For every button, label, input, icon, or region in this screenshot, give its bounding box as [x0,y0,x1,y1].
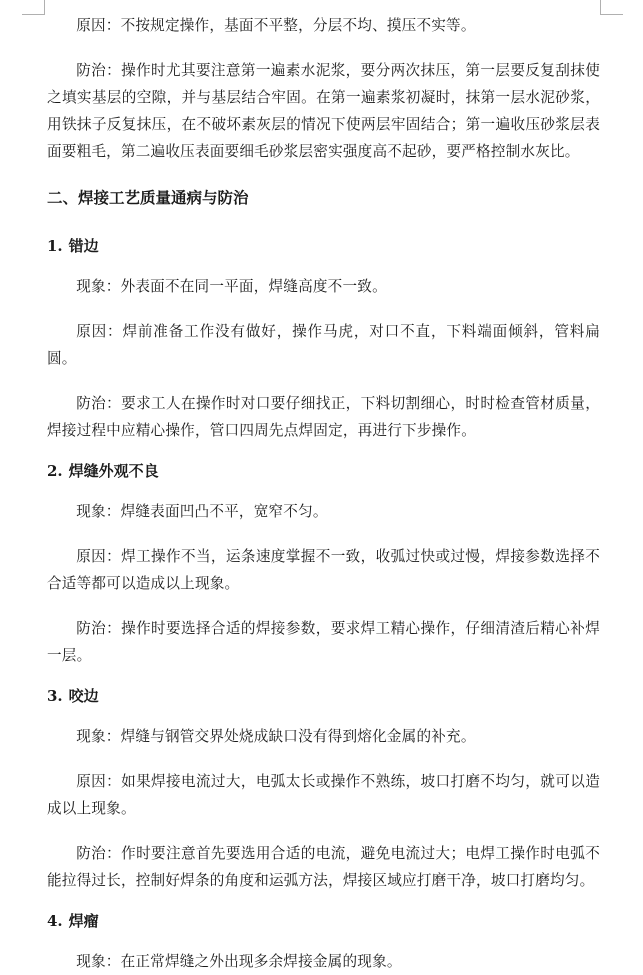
cause-text: 原因：焊前准备工作没有做好，操作马虎，对口不直，下料端面倾斜，管料扁圆。 [47,323,600,367]
subsection-title: 焊瘤 [68,912,99,930]
subsection-number: 4. [47,912,63,930]
subsection-heading-2 [47,456,600,486]
paragraph-prevention: 防治：操作时尤其要注意第一遍素水泥浆，要分两次抹压，第一层要反复刮抹使之填实基层的空隙，并与基层结合牢固。在第一遍素浆初凝时，抹第一层水泥砂浆，用铁抹子反复抹压，在不破坏素灰层的情况下使两层牢固结合；第一遍收压砂浆层表面要粗毛，第二遍收压表面要细毛砂浆层密实强度高不起砂，要严格控制水灰比。 [47,62,600,160]
subsection-number: 1. [47,237,63,255]
subsection-title: 错边 [68,237,99,255]
subsection-title: 咬边 [68,687,99,705]
subsection-heading-1 [47,231,600,261]
prevention-text: 防治：操作时要选择合适的焊接参数，要求焊工精心操作，仔细清渣后精心补焊一层。 [47,620,600,664]
subsection-number: 2. [47,462,63,480]
phenomenon-text: 现象：焊缝表面凹凸不平，宽窄不匀。 [76,503,328,520]
cause-text: 原因：焊工操作不当，运条速度掌握不一致，收弧过快或过慢，焊接参数选择不合适等都可以造成以上现象。 [47,548,600,592]
subsection-heading-3 [47,681,600,711]
phenomenon-text: 现象：外表面不在同一平面，焊缝高度不一致。 [76,278,387,295]
phenomenon-text: 现象：焊缝与钢管交界处烧成缺口没有得到熔化金属的补充。 [76,728,476,745]
prevention-text: 防治：作时要注意首先要选用合适的电流，避免电流过大；电焊工操作时电弧不能拉得过长，控制好焊条的角度和运弧方法，焊接区域应打磨干净，坡口打磨均匀。 [47,845,600,889]
prevention-text: 防治：要求工人在操作时对口要仔细找正，下料切割细心，时时检查管材质量，焊接过程中应精心操作，管口四周先点焊固定，再进行下步操作。 [47,395,600,439]
cause-text: 原因：如果焊接电流过大，电弧太长或操作不熟练，坡口打磨不均匀，就可以造成以上现象。 [47,773,600,817]
paragraph-cause: 原因：不按规定操作，基面不平整，分层不均、摸压不实等。 [76,17,476,34]
document-body [47,12,600,975]
subsection-number: 3. [47,687,63,705]
subsection-heading-4 [47,906,600,936]
section-heading: 二、焊接工艺质量通病与防治 [47,188,249,207]
crop-mark-left [22,0,45,15]
subsection-title: 焊缝外观不良 [68,462,159,480]
crop-mark-right [600,0,623,15]
phenomenon-text: 现象：在正常焊缝之外出现多余焊接金属的现象。 [76,953,402,970]
